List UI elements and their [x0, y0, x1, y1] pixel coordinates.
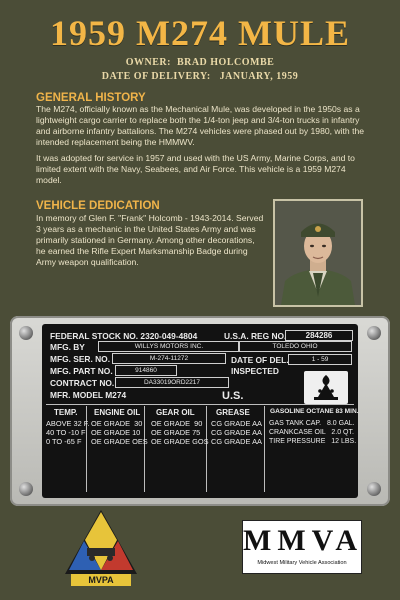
mvpa-text: MVPA	[88, 575, 114, 585]
contract-label: CONTRACT NO.	[50, 378, 115, 388]
capacity-values: GAS TANK CAP. 8.0 GAL. CRANKCASE OIL 2.0 QT. TIRE PRESSURE 12 LBS.	[269, 420, 357, 445]
owner-block	[0, 56, 400, 84]
mfg-by-value: WILLYS MOTORS INC.	[98, 341, 240, 352]
mfg-ser-label: MFG. SER. NO.	[50, 354, 111, 364]
date-of-delivery-label: DATE OF DEL.	[231, 355, 289, 365]
rivet-icon	[19, 326, 33, 340]
gear-oil-values: OE GRADE 90 OE GRADE 75 OE GRADE GOS	[151, 419, 209, 446]
us-mark: U.S.	[222, 390, 244, 402]
mmva-subtitle: Midwest Military Vehicle Association	[257, 560, 347, 566]
general-history-paragraph-1: The M274, officially known as the Mechanical Mule, was developed in the 1950s as a lightweight cargo carrier to replace both the 1/4-ton jeep and 3/4-ton trucks in infantry and airborne infantry battalions. The M274 vehicles were phased out by 1980, with the intended replacement being the HMMWV.	[36, 104, 365, 147]
inspected-label: INSPECTED	[231, 366, 279, 376]
column-divider	[206, 406, 207, 492]
general-history-paragraph-2: It was adopted for service in 1957 and used with the US Army, Marine Corps, and to limited extent with the Navy, Seabees, and Air Force. This vehicle is a 1959 M274 model.	[36, 153, 355, 185]
engine-oil-values: OE GRADE 30 OE GRADE 10 OE GRADE OES	[91, 419, 148, 446]
rivet-icon	[367, 482, 381, 496]
mfg-part-label: MFG. PART NO.	[50, 366, 113, 376]
mfg-city: TOLEDO OHIO	[238, 341, 352, 352]
mmva-logo	[242, 520, 362, 574]
mfg-part-value: 914860	[115, 365, 177, 376]
grease-values: CG GRADE AA CG GRADE AA CG GRADE AA	[211, 419, 262, 446]
mvpa-logo	[63, 508, 139, 588]
mfg-by-label: MFG. BY	[50, 342, 85, 352]
federal-stock-number: FEDERAL STOCK NO. 2320-049-4804	[50, 331, 198, 341]
mfg-ser-value: M-274-11272	[112, 353, 226, 364]
data-plate-panel	[42, 324, 358, 498]
date-of-delivery-value: 1 - 59	[288, 354, 352, 365]
column-divider	[144, 406, 145, 492]
owner-label: OWNER:	[125, 57, 171, 68]
delivery-label: DATE OF DELIVERY:	[101, 71, 211, 82]
contract-value: DA33019ORD2217	[115, 377, 229, 388]
general-history-heading: GENERAL HISTORY	[36, 92, 146, 104]
table-divider	[46, 404, 354, 405]
owner-value: BRAD HOLCOMBE	[176, 57, 275, 68]
engine-oil-header: ENGINE OIL	[94, 408, 141, 417]
usa-reg-value: 284286	[285, 330, 353, 341]
model-label: MFR. MODEL M274	[50, 390, 127, 400]
usa-reg-label: U.S.A. REG NO.	[224, 331, 287, 341]
column-divider	[264, 406, 265, 492]
temp-values: ABOVE 32 F. 40 TO -10 F 0 TO -65 F	[46, 419, 90, 446]
vehicle-dedication-text: In memory of Glen F. "Frank" Holcomb - 1943-2014. Served 3 years as a mechanic in the United States Army and was primarily stationed in Germany. Among other decorations, he earned the Rifle Expert Marksmanship Badge during Army weapon qualification.	[36, 213, 264, 267]
rivet-icon	[19, 482, 33, 496]
grease-header: GREASE	[216, 408, 250, 417]
vehicle-dedication-heading: VEHICLE DEDICATION	[36, 200, 160, 212]
gasoline-header: GASOLINE OCTANE 83 MIN.	[270, 408, 359, 415]
owner-line	[0, 56, 400, 70]
page-title: 1959 M274 MULE	[50, 13, 350, 53]
delivery-value: JANUARY, 1959	[219, 71, 299, 82]
temp-header: TEMP.	[54, 408, 78, 417]
ordnance-emblem-icon	[304, 371, 348, 404]
rivet-icon	[367, 326, 381, 340]
gear-oil-header: GEAR OIL	[156, 408, 195, 417]
soldier-portrait-photo	[273, 199, 363, 307]
mmva-text: MMVA	[243, 524, 364, 557]
delivery-line	[0, 70, 400, 84]
data-plate	[10, 316, 390, 506]
